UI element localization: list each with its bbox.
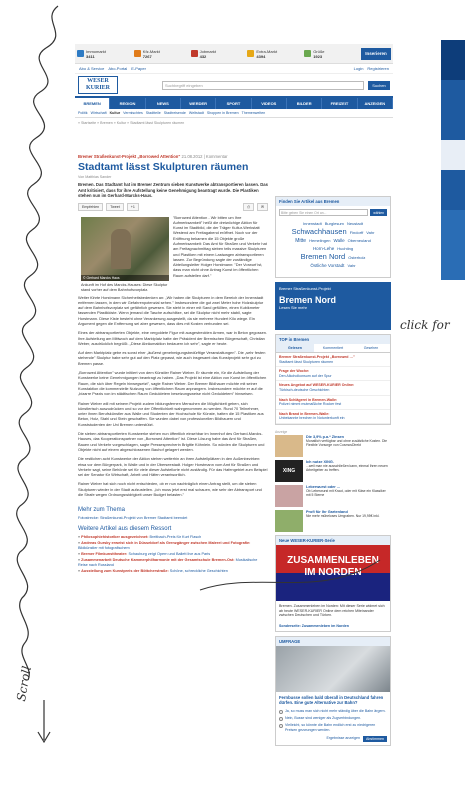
sub-nav: [75, 109, 393, 118]
top-bremen-title: TOP in Bremen: [276, 335, 390, 344]
list-item[interactable]: » Philosophiehistoriker ausgezeichnet: Breitbach-Preis für Kurt Flasch: [78, 535, 202, 540]
ad-item[interactable]: Profi für Ihr Gartenland Nie mehr müheloses Umgraben. Nur 19,95€ inkl.: [275, 510, 391, 532]
tag-link[interactable]: Innenstadt: [303, 221, 322, 226]
insert-ad-button[interactable]: Inserieren: [361, 48, 391, 60]
market-bar: [75, 44, 393, 64]
house-icon: [77, 50, 84, 57]
site-header: [75, 74, 393, 98]
new-series-box: [275, 535, 391, 632]
article-intro-paragraph: "Borrowed Attention - Wir bitten um Ihre Aufmerksamkeit" heißt die dreiwöchige Aktion für Kunst im Stadtbild, die der Träger Kultur-Werkstatt Westend am Freitagabend eröffnet. Noch vor der Eröffnung bekamen die 15 Objekte große Aufmerksamkeit: Das Amt für Straßen und Verkehr hat am Freitagnachmittag sieben teils massive Skulpturen und Plastiken mit einem Lastwagen abtransportieren lassen. Zur Begründung sagte der zuständige Abteilungsleiter Holger Horstmann: "Der Vorwurf ist, dass man nicht ohne Antrag Kunst im öffentlichen Raum aufstellen darf.": [173, 214, 267, 278]
ads-section: [275, 429, 391, 532]
tag-link[interactable]: Walle: [333, 238, 345, 243]
photo-credit: © Gerhard Marcks Haus: [81, 275, 169, 281]
related-section: [75, 501, 271, 574]
search-button[interactable]: Suchen: [368, 81, 390, 90]
tweet-button[interactable]: Tweet: [106, 203, 124, 211]
nav-sport[interactable]: SPORT: [216, 98, 251, 109]
weser-kurier-logo[interactable]: WESER KURIER: [78, 76, 118, 94]
tag-link[interactable]: Huchting: [337, 246, 354, 251]
mail-icon[interactable]: ✉: [257, 203, 268, 211]
utility-bar: [75, 64, 393, 74]
nav-videos[interactable]: VIDEOS: [252, 98, 287, 109]
tag-link[interactable]: Findorff: [349, 230, 364, 235]
heart-icon: [304, 50, 311, 57]
article-paragraph: Eines der abtransportierten Objekte, eine vergoldete Figur mit ausgestreckten Armen, war in Beton gegossen. Ihre Aufstellung am Mittwoch auf dem Marktplatz hatte der Präsident der Bremischen Bürgerschaft, Christian Weber, ausdrücklich begrüßt. „Diese Abräumaktion bedauern ich sehr", sagte er heute.: [78, 330, 268, 346]
subnav-vermischtes[interactable]: Vermischtes: [123, 111, 143, 115]
find-articles-title: Finden Sie Artikel aus Bremen: [276, 197, 390, 206]
subnav-themenwelten[interactable]: Themenwelten: [241, 111, 266, 115]
tag-link[interactable]: Mitte: [295, 238, 307, 244]
market-tile-extra[interactable]: Extra-Markt 4394: [247, 46, 302, 62]
tag-link[interactable]: Hemelingen: [309, 238, 331, 243]
tag-link[interactable]: Vahr: [347, 263, 356, 268]
abo-service-link[interactable]: Abo & Service: [79, 66, 105, 71]
tag-link[interactable]: Osterholz: [348, 255, 366, 260]
subnav-stadtteile[interactable]: Stadtteile: [145, 111, 161, 115]
tab-gelesen[interactable]: Gelesen: [276, 344, 314, 352]
poll-question: Fernbusse sollen bald überall in Deutschland fahren dürfen. Eine gute Alternative zur Bahn?: [279, 695, 384, 706]
series-text: Bremen. Zusammenleben im Norden: Mit dieser Serie widmet sich ab heute WESER-KURIER Online dem reichen Miteinander zwischen Deutschen und Türken.: [279, 603, 385, 618]
tag-link[interactable]: Horn-Lehe: [312, 246, 335, 251]
main-nav: [75, 98, 393, 109]
poll-option[interactable]: Ja, so muss man sich nicht mehr ständig über die Bahn ärgern.: [276, 708, 390, 715]
list-item[interactable]: » Ausstellung zum Kunstpreis der Böttcherstraße: Schöne, schreckliche Geschichten: [78, 568, 228, 573]
find-articles-box: [275, 196, 391, 278]
scroll-arrow: [38, 700, 50, 742]
tag-link[interactable]: Vahr: [366, 230, 375, 235]
nav-anzeigen[interactable]: ANZEIGEN: [358, 98, 393, 109]
poll-results-link[interactable]: Ergebnisse anzeigen: [326, 736, 361, 741]
nav-werder[interactable]: WERDER: [181, 98, 216, 109]
photo-caption: Ankunft im Hof des Marcks-Hauses: Diese Skulptur stand vorher auf dem Bahnhofsvorplatz.: [81, 282, 168, 292]
list-item[interactable]: » Bremer Filmkunsttheater: Schauburg zeigt Opern und Ballett live aus Paris: [78, 552, 211, 557]
epaper-link[interactable]: E-Paper: [131, 66, 146, 71]
car-icon: [134, 50, 141, 57]
tag-link[interactable]: Östliche Vorstadt: [310, 263, 345, 268]
article-figure: [81, 217, 169, 293]
print-icon[interactable]: ⎙: [243, 203, 254, 211]
list-item[interactable]: Nach Schlägerei in Bremen-Walle: Polizei nimmt mutmaßliche Rocker fest: [276, 396, 390, 410]
subnav-weltstadt[interactable]: Weltstadt: [188, 111, 204, 115]
list-item[interactable]: Nach Brand in Bremen-Walle: Unbekannte brechen in Notunterkunft ein: [276, 410, 390, 424]
article-photo[interactable]: [81, 217, 169, 281]
nav-bilder[interactable]: BILDER: [287, 98, 322, 109]
tag-link[interactable]: Bremen Nord: [300, 252, 346, 261]
list-item[interactable]: Bremer Straßenkunst-Projekt „Borrowed …" Stadtamt lässt Skulpturen räumen: [276, 353, 390, 367]
tab-kommentiert[interactable]: Kommentiert: [322, 346, 344, 350]
article-author: Von Matthias Sander: [78, 175, 112, 179]
sidebar: [275, 196, 391, 750]
tag-link[interactable]: Schwachhausen: [291, 227, 347, 236]
subnav-stadtreisende[interactable]: Stadtreisende: [163, 111, 186, 115]
browser-page: [75, 44, 393, 784]
google-plus-button[interactable]: +1: [127, 203, 139, 211]
article-paragraph: Rainer Weber hat sich noch nicht entschieden, ob er nun nachträglich einen Antrag stellt, um die sieben Skulpturen wieder in der Stadt aufzustellen. „Ich muss jetzt erst mal schauen, wie sehr der Abtransport und die Strafe wegen Ordnungswidrigkeit unser Budget belasten.": [78, 481, 262, 497]
ad-item[interactable]: Leberwurst oder ... Ob Leberwurst mit Kraut, oder mit Käse ein Klassiker mit 5 Sterne: [275, 485, 391, 507]
new-series-title: Neue WESER-KURIER-Serie: [276, 536, 390, 545]
ad-item[interactable]: Die 3,9% p.a.* Zinsen Monatlich verfügbar und ohne zusätzliche Kosten. Die Flexible Vorsorge von CosmosDirekt: [275, 435, 391, 457]
ad-item[interactable]: XING Ich nutze XING. ...weil man nie ausschließen kann, einmal Ihren neuen Arbeitgeber zu treffen.: [275, 460, 391, 482]
facebook-like-button[interactable]: Empfehlen: [78, 203, 103, 211]
article-lead: Bremen. Das Stadtamt hat im Bremer Zentrum sieben Kunstwerke abtransportieren lassen. Das Amt kritisiert, dass für ihre Aufstellung keine Genehmigung beantragt wurde. Die Plastiken stehen nun im Gerhard-Marcks-Haus.: [78, 182, 268, 198]
handwritten-scroll-note: Scroll: [14, 664, 34, 703]
related-heading: Mehr zum Thema: [78, 507, 125, 514]
series-banner[interactable]: ZUSAMMENLEBEN IM NORDEN: [276, 545, 390, 601]
radio-icon[interactable]: [279, 717, 283, 721]
article-paragraph: Weiter führte Horstmann Sicherheitsbedenken an: „Wir haben die Skulpturen in dem Bereich der Innenstadt entfernen lassen, in dem wir Gefahrenpotenzial sehen." Insbesondere die gut zwei Meter hohe Holzskulptur auf dem Bahnhofsvorplatz sei gefährlich gewesen. Sie steht in einer mit Sand gefüllten, einen Kubikmeter fassenden Plastikkiste. Wenn jemand die Tasche aufschlitze, sei die Skulptur nicht mehr stabil, sagte Horstmann. Diese Kiste besteht ohne Verankerung ausgestellt, da sie mehrere Hundert Kilo wiege. Ein Argument gegen die Entfernung sei aber gewesen, dass dies mit Kosten verbunden sei.: [78, 294, 264, 326]
subnav-politik[interactable]: Politik: [78, 111, 88, 115]
list-item[interactable]: » Zusammenarbeit Deutsche Kammerphilharmonie mit der Gesamtschule Bremen-Ost: Musikalische Reise nach Russland: [78, 557, 258, 568]
nav-news[interactable]: NEWS: [146, 98, 181, 109]
location-select-button[interactable]: wählen: [370, 209, 387, 216]
nav-bremen[interactable]: BREMEN: [75, 98, 110, 109]
nav-freizeit[interactable]: FREIZEIT: [322, 98, 357, 109]
top-bremen-box: [275, 334, 391, 425]
subnav-kultur[interactable]: Kultur: [109, 111, 121, 115]
list-item[interactable]: Frage der Woche: Den Alkoholkonsum auf der Spur: [276, 367, 390, 381]
tab-gesehen[interactable]: Gesehen: [363, 346, 379, 350]
article-paragraph: Auf dem Marktplatz gebe es sonst eher „äußerst genehmigungsbedürftige Veranstaltungen". Die „sehr festen stehende" Skulptur habe sehr gut auf den Platz gepasst, wie auch insgesamt das Kunstprojekt sehr gut zu Bremen passe.: [78, 350, 266, 366]
ressort-heading: Weitere Artikel aus diesem Ressort: [78, 526, 172, 533]
ressort-list: [78, 535, 268, 574]
subnav-wirtschaft[interactable]: Wirtschaft: [90, 111, 107, 115]
radio-icon[interactable]: [279, 710, 283, 714]
article-body: [75, 215, 271, 498]
tag-link[interactable]: Oberneuland: [347, 238, 371, 243]
district-tag-cloud: [279, 216, 387, 274]
article-paragraph: Die restlichen acht Kunstwerke der Aktion stehen weiterhin an ihren Aufstellplätzen in den Außenbezirken: etwa vor dem Bürgerpark, in Walle und in der Überseestadt. Holger Horstmann vom Amt für Straßen und Verkehr sagt, seine Behörde sei für viele dieser Aufstellorte nicht zuständig. Für das Hafengebiet zum Beispiel sei der Senator für Wirtschaft, Arbeit und Häfen verantwortlich.: [78, 456, 268, 478]
article-kicker: Bremer Straßenkunst-Projekt „Borrowed Attention" 21.08.2012 | Kommentar: [78, 154, 228, 159]
poll-image: [276, 646, 390, 692]
article-paragraph: Rainer Weber will mit seinem Projekt zudem bildungsfernen Menschen die Möglichkeit geben, sich künstlerisch auszudrücken und so vor der Öffentlichkeit wahrgenommen zu werden. Rund 70 Teilnehmer, unter ihnen Berufskünstler aus Walle und Studenten der Hochschule für Künste, hatten die 15 Plastiken aus Beton, Holz, Stahl und Stein geschaffen. Sie wurden dabei von professionellen Bildhauern und Kunststudenten der Uni Bremen unterstützt.: [78, 400, 264, 427]
tag-link[interactable]: Neustadt: [346, 221, 363, 226]
breadcrumb[interactable]: » Startseite » Bremen » Kultur » Stadtamt lässt Skulpturen räumen: [78, 121, 185, 125]
list-item[interactable]: Neues Angebot auf WESER-KURIER Online: Türkisch-deutsche Geschichten: [276, 381, 390, 395]
market-tile-kfz[interactable]: Kfz-Markt 7267: [134, 46, 189, 62]
briefcase-icon: [191, 50, 198, 57]
market-tile-immo[interactable]: Immomarkt 3411: [77, 46, 132, 62]
nav-region[interactable]: REGION: [110, 98, 145, 109]
register-link[interactable]: Registrieren: [367, 66, 389, 71]
market-tile-gruesse[interactable]: Grüße 1923: [304, 46, 359, 62]
subnav-shoppen[interactable]: Shoppen in Bremen: [206, 111, 239, 115]
ad-thumb: [275, 510, 303, 532]
poll-title: UMFRAGE: [276, 637, 390, 646]
abo-portal-link[interactable]: Abo-Portal: [108, 66, 128, 71]
article-title: Stadtamt lässt Skulpturen räumen: [78, 161, 249, 173]
location-input[interactable]: Bitte geben Sie einen Ort an...: [279, 209, 368, 216]
bremen-nord-promo[interactable]: Bremer Straßenkunst-Projekt Bremen Nord Lesen Sie mehr: [275, 282, 391, 330]
xing-logo: XING: [275, 460, 303, 482]
poll-vote-button[interactable]: Abstimmen: [363, 736, 387, 742]
poll-option[interactable]: Nein, Busse sind weniger als Zugverbindungen.: [276, 715, 390, 722]
radio-icon[interactable]: [279, 724, 283, 728]
search-input[interactable]: Suchbegriff eingeben: [162, 81, 364, 90]
article-paragraph: Die sieben abtransportierten Kunstwerke stehen nun öffentlich einsehbar im Innenhof des Gerhard-Marcks-Hauses, das Kooperationspartner von „Borrowed Attention" ist. Diese Lösung habe das Amt für Straßen, Bauen und Verkehr vorgeschlagen, sagte Pressesprecherin Brigitte Köhnlein. So würden die Skulpturen und Objekte nicht auf einem abgeschlossenen Bauhof gelagert werden.: [78, 431, 265, 452]
list-item[interactable]: » Andreas Gursky erweist sich in Düsseldorf als Grenzgänger zwischen Malerei und Fotografie: Bildkünstler mit fotografischem: [78, 540, 251, 551]
tag-icon: [247, 50, 254, 57]
market-tile-job[interactable]: Jobmarkt 432: [191, 46, 246, 62]
poll-box: [275, 636, 391, 746]
top-list: [276, 353, 390, 424]
side-banner-ad[interactable]: [441, 40, 465, 280]
ad-thumb: [275, 485, 303, 507]
share-bar: [75, 199, 271, 215]
ad-thumb: [275, 435, 303, 457]
top-tabs: [276, 344, 390, 353]
article-paragraph: „Borrowed Attention" wurde initiiert von dem Künstler Rainer Weber. Er räumte ein, für die Aufstellung der Kunstwerke keine Genehmigungen beantragt zu haben. „Das Projekt ist eine Aktion von Kunst im öffentlichen Raum, die sich über Regeln hinwegsetzt", sagte Rainer Weber. Der Bremer Bildhauer möchte mit seiner Kunstaktion die kommerzielle Nutzung von öffentlichem Raum anprangern. Insbesondere möchte er auf die „bizarre Praxis von im städtischen Raum Geduldetem besetzungsweise nicht Geduldetem" hinweisen.: [78, 370, 267, 397]
tag-link[interactable]: Burglesum: [324, 221, 344, 226]
scroll-squiggle: [17, 6, 58, 680]
login-link[interactable]: Login: [353, 66, 364, 71]
ads-label: Anzeige: [275, 429, 288, 434]
poll-option[interactable]: Vielleicht, so könnte die Bahn endlich erst zu niedrigeren Preisen gezwungen werden.: [276, 722, 390, 733]
handwritten-click-note: click for: [400, 318, 450, 332]
related-gallery-link[interactable]: Fotostrecke: Straßenkunst-Projekt von Bremer Stadtamt beendet: [78, 516, 188, 521]
series-link[interactable]: Sonderseite: Zusammenleben im Norden: [279, 623, 349, 628]
article-column: [75, 154, 271, 574]
